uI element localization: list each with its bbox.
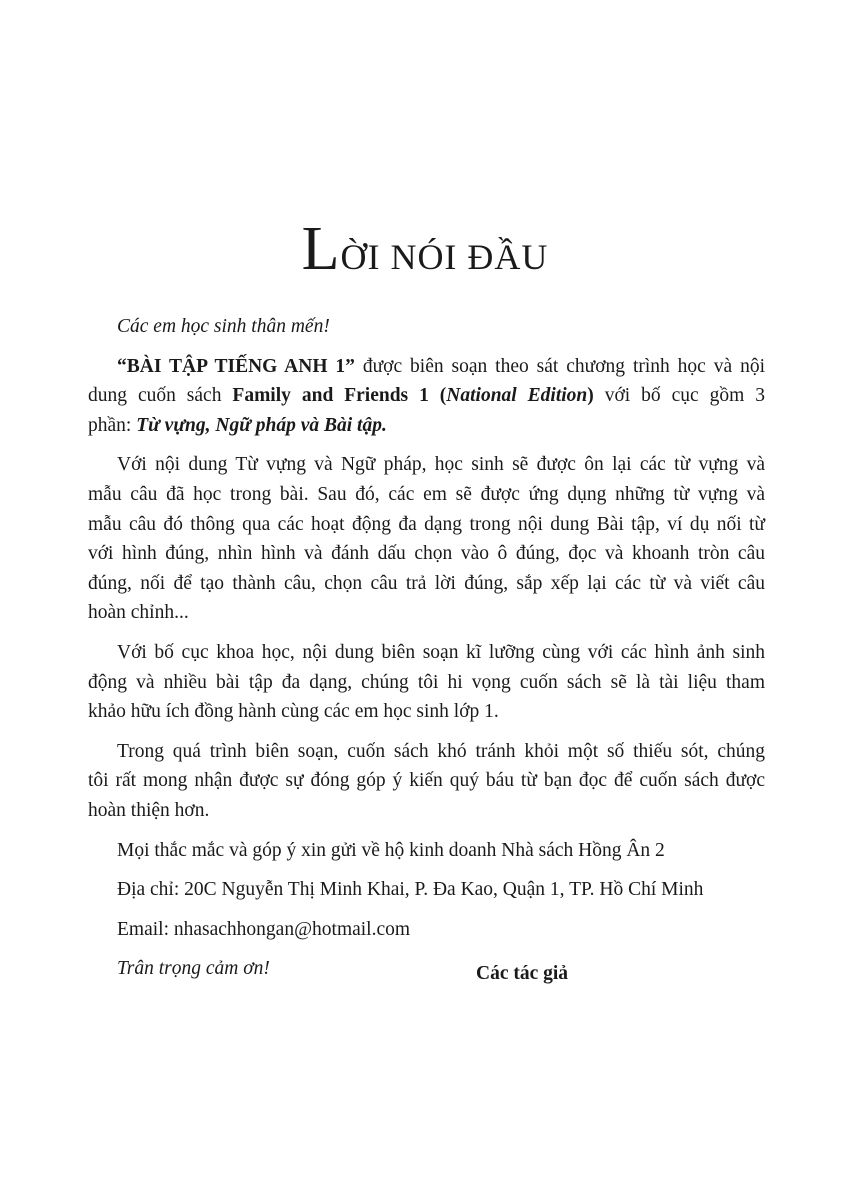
text-line xyxy=(88,697,765,727)
text-line xyxy=(88,539,765,569)
text-line xyxy=(88,875,765,905)
text-line xyxy=(88,411,765,441)
text-segment: mẫu câu đó thông qua các hoạt động đa dạng trong nội dung Bài tập, ví dụ nối từ xyxy=(88,513,765,535)
paragraph xyxy=(88,352,765,441)
text-line xyxy=(88,569,765,599)
text-segment: Family and Friends 1 ( xyxy=(232,385,447,407)
text-line xyxy=(88,737,765,767)
text-line xyxy=(88,598,765,628)
text-segment: Email: nhasachhongan@hotmail.com xyxy=(117,918,411,940)
text-segment: phần: xyxy=(88,414,137,436)
text-segment: ) xyxy=(587,385,594,407)
text-segment: Trân trọng cảm ơn! xyxy=(117,958,270,980)
paragraph xyxy=(88,312,765,342)
text-line xyxy=(88,638,765,668)
text-line xyxy=(88,450,765,480)
paragraph xyxy=(88,638,765,727)
paragraph xyxy=(88,450,765,628)
paragraph xyxy=(88,836,765,866)
text-segment: Các em học sinh thân mến! xyxy=(117,316,330,337)
text-segment: đúng, nối để tạo thành câu, chọn câu trả lời đúng, sắp xếp lại các từ và viết câu xyxy=(88,572,765,594)
title-rest: ỜI NÓI ĐẦU xyxy=(340,237,549,277)
text-segment: hoàn thiện hơn. xyxy=(88,799,210,821)
text-segment: với hình đúng, nhìn hình và đánh dấu chọn vào ô đúng, đọc và khoanh tròn câu xyxy=(88,543,765,565)
text-line xyxy=(88,668,765,698)
text-line xyxy=(88,480,765,510)
text-line xyxy=(88,766,765,796)
text-line xyxy=(88,381,765,411)
text-segment: Trong quá trình biên soạn, cuốn sách khó tránh khỏi một số thiếu sót, chúng xyxy=(117,740,765,762)
text-segment: động và nhiều bài tập đa dạng, chúng tôi hi vọng cuốn sách sẽ là tài liệu tham xyxy=(88,671,765,693)
text-segment: dung cuốn sách xyxy=(88,385,233,407)
text-segment: Từ vựng, Ngữ pháp và Bài tập. xyxy=(136,414,387,436)
paragraph xyxy=(88,737,765,826)
text-segment: hoàn chỉnh... xyxy=(88,602,189,624)
text-line xyxy=(88,312,765,342)
title-drop-cap: L xyxy=(301,215,341,283)
text-segment: National Edition xyxy=(446,385,588,407)
text-line xyxy=(88,796,765,826)
text-segment: Mọi thắc mắc và góp ý xin gửi về hộ kinh doanh Nhà sách Hồng Ân 2 xyxy=(117,839,665,861)
paragraph xyxy=(88,915,765,945)
text-segment: Địa chỉ: 20C Nguyễn Thị Minh Khai, P. Đa Kao, Quận 1, TP. Hồ Chí Minh xyxy=(117,879,704,901)
text-line xyxy=(88,510,765,540)
text-segment: với bố cục gồm 3 xyxy=(593,385,765,407)
text-line xyxy=(88,915,765,945)
text-line xyxy=(88,352,765,382)
text-segment: “BÀI TẬP TIẾNG ANH 1” xyxy=(117,355,355,377)
preface-body xyxy=(88,312,765,994)
paragraph xyxy=(88,875,765,905)
text-line xyxy=(88,836,765,866)
text-segment: Với nội dung Từ vựng và Ngữ pháp, học sinh sẽ được ôn lại các từ vựng và xyxy=(117,454,765,476)
signature: Các tác giả xyxy=(476,963,569,984)
paragraph xyxy=(88,954,765,984)
page-title xyxy=(0,215,850,283)
text-segment: Với bố cục khoa học, nội dung biên soạn kĩ lưỡng cùng với các hình ảnh sinh xyxy=(117,641,765,663)
text-segment: mẫu câu đã học trong bài. Sau đó, các em sẽ được ứng dụng những từ vựng và xyxy=(88,483,765,505)
text-segment: tôi rất mong nhận được sự đóng góp ý kiến quý báu từ bạn đọc để cuốn sách được xyxy=(88,770,765,792)
text-segment: được biên soạn theo sát chương trình học và nội xyxy=(354,355,765,377)
text-segment: khảo hữu ích đồng hành cùng các em học sinh lớp 1. xyxy=(88,701,499,723)
text-line xyxy=(88,954,765,984)
